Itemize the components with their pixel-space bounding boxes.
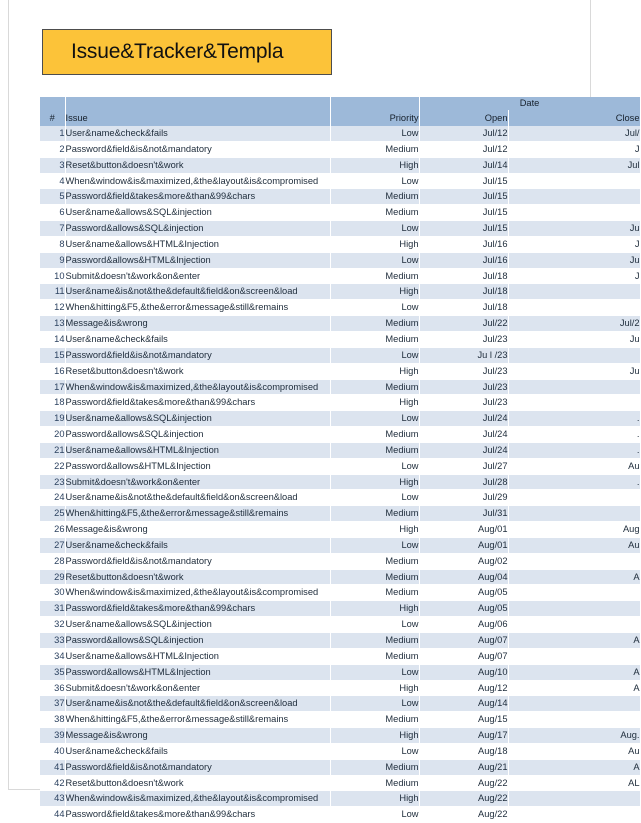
table-row[interactable] xyxy=(40,696,640,712)
table-row[interactable] xyxy=(40,458,640,474)
column-header-num[interactable]: # xyxy=(40,110,65,126)
cell-close-date xyxy=(508,379,640,395)
table-row[interactable] xyxy=(40,775,640,791)
table-row[interactable] xyxy=(40,648,640,664)
cell-close-date: A xyxy=(508,664,640,680)
cell-open-date: Aug/22 xyxy=(419,807,508,823)
cell-issue: Reset&button&doesn't&work xyxy=(65,569,330,585)
cell-issue: When&hitting&F5,&the&error&message&still&remains xyxy=(65,300,330,316)
cell-issue: Password&allows&SQL&injection xyxy=(65,633,330,649)
cell-issue: User&name&allows&HTML&Injection xyxy=(65,236,330,252)
cell-close-date: . xyxy=(508,427,640,443)
cell-priority: Medium xyxy=(330,759,419,775)
table-row[interactable] xyxy=(40,189,640,205)
cell-issue: Reset&button&doesn't&work xyxy=(65,363,330,379)
table-row[interactable] xyxy=(40,522,640,538)
cell-close-date xyxy=(508,791,640,807)
cell-close-date xyxy=(508,696,640,712)
cell-open-date: Aug/02 xyxy=(419,553,508,569)
cell-open-date: Jul/23 xyxy=(419,331,508,347)
cell-close-date: A xyxy=(508,680,640,696)
cell-row-number: 44 xyxy=(40,807,65,823)
cell-priority: Low xyxy=(330,252,419,268)
cell-close-date: J xyxy=(508,236,640,252)
cell-row-number: 6 xyxy=(40,205,65,221)
table-row[interactable] xyxy=(40,807,640,823)
cell-priority: Medium xyxy=(330,205,419,221)
cell-open-date: Jul/24 xyxy=(419,411,508,427)
cell-close-date: Ju xyxy=(508,363,640,379)
cell-close-date: Jul xyxy=(508,157,640,173)
cell-close-date xyxy=(508,205,640,221)
cell-close-date: Au xyxy=(508,458,640,474)
cell-issue: Submit&doesn't&work&on&enter xyxy=(65,268,330,284)
column-header-issue[interactable]: Issue xyxy=(65,110,330,126)
cell-priority: High xyxy=(330,680,419,696)
cell-priority: Medium xyxy=(330,585,419,601)
cell-issue: User&name&allows&SQL&injection xyxy=(65,205,330,221)
cell-issue: Password&allows&SQL&injection xyxy=(65,427,330,443)
table-row[interactable] xyxy=(40,363,640,379)
cell-issue: Message&is&wrong xyxy=(65,522,330,538)
cell-issue: Password&field&is&not&mandatory xyxy=(65,553,330,569)
cell-open-date: Aug/04 xyxy=(419,569,508,585)
cell-priority: Low xyxy=(330,696,419,712)
group-header-date: Date xyxy=(419,97,640,110)
cell-row-number: 7 xyxy=(40,221,65,237)
cell-open-date: Jul/27 xyxy=(419,458,508,474)
cell-row-number: 3 xyxy=(40,157,65,173)
cell-row-number: 18 xyxy=(40,395,65,411)
table-row[interactable] xyxy=(40,553,640,569)
cell-close-date: J xyxy=(508,268,640,284)
cell-row-number: 24 xyxy=(40,490,65,506)
cell-close-date: Au xyxy=(508,537,640,553)
cell-row-number: 16 xyxy=(40,363,65,379)
cell-row-number: 20 xyxy=(40,427,65,443)
column-header-close[interactable]: Close xyxy=(508,110,640,126)
table-row[interactable] xyxy=(40,316,640,332)
cell-close-date: . xyxy=(508,442,640,458)
cell-open-date: Aug/12 xyxy=(419,680,508,696)
cell-row-number: 21 xyxy=(40,442,65,458)
issue-table xyxy=(40,97,641,823)
cell-close-date: Aug xyxy=(508,522,640,538)
table-row[interactable] xyxy=(40,427,640,443)
table-row[interactable] xyxy=(40,506,640,522)
cell-row-number: 39 xyxy=(40,728,65,744)
table-row[interactable] xyxy=(40,759,640,775)
cell-open-date: Jul/14 xyxy=(419,157,508,173)
cell-open-date: Jul/15 xyxy=(419,173,508,189)
cell-row-number: 12 xyxy=(40,300,65,316)
cell-row-number: 17 xyxy=(40,379,65,395)
cell-issue: When&window&is&maximized,&the&layout&is&compromised xyxy=(65,791,330,807)
table-row[interactable] xyxy=(40,585,640,601)
cell-close-date: Aug. xyxy=(508,728,640,744)
cell-issue: User&name&is&not&the&default&field&on&screen&load xyxy=(65,490,330,506)
cell-row-number: 13 xyxy=(40,316,65,332)
cell-open-date: Jul/16 xyxy=(419,236,508,252)
cell-row-number: 28 xyxy=(40,553,65,569)
cell-issue: User&name&check&fails xyxy=(65,331,330,347)
cell-priority: High xyxy=(330,395,419,411)
cell-row-number: 15 xyxy=(40,347,65,363)
cell-open-date: Jul/18 xyxy=(419,284,508,300)
cell-open-date: Aug/18 xyxy=(419,743,508,759)
cell-priority: High xyxy=(330,522,419,538)
cell-close-date xyxy=(508,601,640,617)
table-row[interactable] xyxy=(40,284,640,300)
cell-priority: Medium xyxy=(330,442,419,458)
cell-close-date: . xyxy=(508,474,640,490)
table-row[interactable] xyxy=(40,395,640,411)
cell-row-number: 23 xyxy=(40,474,65,490)
cell-issue: User&name&check&fails xyxy=(65,743,330,759)
cell-priority: Low xyxy=(330,617,419,633)
cell-priority: High xyxy=(330,236,419,252)
cell-open-date: Jul/16 xyxy=(419,252,508,268)
cell-priority: Low xyxy=(330,664,419,680)
cell-open-date: Jul/29 xyxy=(419,490,508,506)
cell-priority: High xyxy=(330,284,419,300)
table-row[interactable] xyxy=(40,633,640,649)
cell-open-date: Aug/10 xyxy=(419,664,508,680)
cell-row-number: 8 xyxy=(40,236,65,252)
cell-close-date xyxy=(508,807,640,823)
cell-issue: Password&allows&HTML&Injection xyxy=(65,252,330,268)
cell-open-date: Aug/07 xyxy=(419,648,508,664)
cell-close-date xyxy=(508,553,640,569)
cell-open-date: Jul/12 xyxy=(419,126,508,141)
cell-open-date: Aug/21 xyxy=(419,759,508,775)
cell-priority: Medium xyxy=(330,506,419,522)
cell-priority: Low xyxy=(330,537,419,553)
cell-row-number: 10 xyxy=(40,268,65,284)
table-group-header-row xyxy=(40,97,640,110)
cell-open-date: Jul/15 xyxy=(419,189,508,205)
table-row[interactable] xyxy=(40,712,640,728)
table-row[interactable] xyxy=(40,411,640,427)
cell-close-date: A xyxy=(508,633,640,649)
cell-priority: Medium xyxy=(330,775,419,791)
cell-close-date xyxy=(508,712,640,728)
cell-close-date: Ju xyxy=(508,252,640,268)
table-row[interactable] xyxy=(40,601,640,617)
cell-row-number: 42 xyxy=(40,775,65,791)
cell-issue: When&window&is&maximized,&the&layout&is&compromised xyxy=(65,173,330,189)
cell-open-date: Aug/22 xyxy=(419,775,508,791)
table-row[interactable] xyxy=(40,205,640,221)
table-row[interactable] xyxy=(40,537,640,553)
cell-row-number: 41 xyxy=(40,759,65,775)
cell-open-date: Jul/18 xyxy=(419,300,508,316)
cell-row-number: 22 xyxy=(40,458,65,474)
cell-row-number: 29 xyxy=(40,569,65,585)
cell-open-date: Aug/17 xyxy=(419,728,508,744)
cell-open-date: Jul/23 xyxy=(419,395,508,411)
cell-issue: User&name&allows&HTML&Injection xyxy=(65,648,330,664)
cell-close-date: Ju xyxy=(508,221,640,237)
cell-close-date: Jul/ xyxy=(508,126,640,141)
cell-priority: Medium xyxy=(330,268,419,284)
cell-close-date xyxy=(508,506,640,522)
cell-open-date: Aug/05 xyxy=(419,585,508,601)
cell-close-date xyxy=(508,347,640,363)
table-body xyxy=(40,126,640,823)
cell-priority: Low xyxy=(330,490,419,506)
cell-row-number: 38 xyxy=(40,712,65,728)
cell-priority: Medium xyxy=(330,648,419,664)
cell-priority: Medium xyxy=(330,569,419,585)
cell-open-date: Aug/01 xyxy=(419,537,508,553)
table-row[interactable] xyxy=(40,268,640,284)
cell-issue: Message&is&wrong xyxy=(65,728,330,744)
cell-priority: Medium xyxy=(330,331,419,347)
cell-priority: Medium xyxy=(330,633,419,649)
cell-priority: Low xyxy=(330,458,419,474)
cell-priority: Low xyxy=(330,173,419,189)
cell-priority: Low xyxy=(330,743,419,759)
cell-issue: User&name&check&fails xyxy=(65,537,330,553)
cell-row-number: 2 xyxy=(40,141,65,157)
cell-issue: Password&allows&SQL&injection xyxy=(65,221,330,237)
cell-open-date: Ju l /23 xyxy=(419,347,508,363)
cell-issue: User&name&check&fails xyxy=(65,126,330,141)
cell-priority: Medium xyxy=(330,379,419,395)
document-title-banner xyxy=(42,29,332,75)
cell-open-date: Jul/28 xyxy=(419,474,508,490)
cell-close-date: A xyxy=(508,569,640,585)
cell-close-date xyxy=(508,490,640,506)
column-header-priority[interactable]: Priority xyxy=(330,110,419,126)
cell-open-date: Jul/24 xyxy=(419,427,508,443)
cell-issue: Reset&button&doesn't&work xyxy=(65,157,330,173)
cell-close-date xyxy=(508,189,640,205)
cell-row-number: 31 xyxy=(40,601,65,617)
cell-close-date: Jul/2 xyxy=(508,316,640,332)
cell-close-date xyxy=(508,300,640,316)
cell-issue: Password&allows&HTML&Injection xyxy=(65,664,330,680)
table-row[interactable] xyxy=(40,474,640,490)
table-row[interactable] xyxy=(40,221,640,237)
table-row[interactable] xyxy=(40,331,640,347)
table-row[interactable] xyxy=(40,252,640,268)
cell-open-date: Jul/23 xyxy=(419,363,508,379)
cell-priority: Low xyxy=(330,347,419,363)
cell-open-date: Jul/23 xyxy=(419,379,508,395)
cell-issue: User&name&allows&SQL&injection xyxy=(65,617,330,633)
cell-row-number: 9 xyxy=(40,252,65,268)
table-row[interactable] xyxy=(40,791,640,807)
table-header xyxy=(40,97,640,126)
cell-priority: Medium xyxy=(330,189,419,205)
cell-open-date: Aug/06 xyxy=(419,617,508,633)
table-row[interactable] xyxy=(40,126,640,141)
cell-priority: Low xyxy=(330,300,419,316)
cell-issue: Password&allows&HTML&Injection xyxy=(65,458,330,474)
cell-row-number: 11 xyxy=(40,284,65,300)
cell-issue: Password&field&takes&more&than&99&chars xyxy=(65,189,330,205)
table-row[interactable] xyxy=(40,680,640,696)
cell-row-number: 26 xyxy=(40,522,65,538)
cell-row-number: 34 xyxy=(40,648,65,664)
cell-priority: Medium xyxy=(330,427,419,443)
table-row[interactable] xyxy=(40,617,640,633)
table-row[interactable] xyxy=(40,664,640,680)
table-row[interactable] xyxy=(40,569,640,585)
cell-issue: Reset&button&doesn't&work xyxy=(65,775,330,791)
table-row[interactable] xyxy=(40,300,640,316)
cell-close-date xyxy=(508,585,640,601)
cell-row-number: 36 xyxy=(40,680,65,696)
cell-priority: High xyxy=(330,157,419,173)
cell-row-number: 32 xyxy=(40,617,65,633)
cell-open-date: Jul/18 xyxy=(419,268,508,284)
cell-issue: Submit&doesn't&work&on&enter xyxy=(65,680,330,696)
cell-issue: Password&field&takes&more&than&99&chars xyxy=(65,601,330,617)
cell-issue: User&name&allows&SQL&injection xyxy=(65,411,330,427)
table-row[interactable] xyxy=(40,442,640,458)
cell-open-date: Aug/22 xyxy=(419,791,508,807)
cell-row-number: 30 xyxy=(40,585,65,601)
cell-priority: High xyxy=(330,791,419,807)
cell-row-number: 33 xyxy=(40,633,65,649)
cell-issue: When&window&is&maximized,&the&layout&is&compromised xyxy=(65,379,330,395)
cell-issue: Submit&doesn't&work&on&enter xyxy=(65,474,330,490)
cell-issue: When&window&is&maximized,&the&layout&is&compromised xyxy=(65,585,330,601)
cell-issue: Password&field&takes&more&than&99&chars xyxy=(65,395,330,411)
cell-open-date: Aug/14 xyxy=(419,696,508,712)
cell-issue: When&hitting&F5,&the&error&message&still&remains xyxy=(65,506,330,522)
cell-row-number: 35 xyxy=(40,664,65,680)
cell-open-date: Jul/22 xyxy=(419,316,508,332)
cell-priority: Medium xyxy=(330,712,419,728)
cell-issue: Password&field&takes&more&than&99&chars xyxy=(65,807,330,823)
cell-priority: High xyxy=(330,474,419,490)
cell-row-number: 25 xyxy=(40,506,65,522)
cell-issue: User&name&is&not&the&default&field&on&screen&load xyxy=(65,696,330,712)
cell-issue: When&hitting&F5,&the&error&message&still&remains xyxy=(65,712,330,728)
cell-issue: User&name&allows&HTML&Injection xyxy=(65,442,330,458)
cell-open-date: Jul/24 xyxy=(419,442,508,458)
cell-issue: Message&is&wrong xyxy=(65,316,330,332)
cell-issue: User&name&is&not&the&default&field&on&screen&load xyxy=(65,284,330,300)
column-header-open[interactable]: Open xyxy=(419,110,508,126)
cell-close-date xyxy=(508,617,640,633)
cell-close-date xyxy=(508,284,640,300)
cell-close-date: J xyxy=(508,141,640,157)
cell-priority: Low xyxy=(330,221,419,237)
table-row[interactable] xyxy=(40,379,640,395)
group-header-spacer-num xyxy=(40,97,65,110)
cell-close-date: Ju xyxy=(508,331,640,347)
table-row[interactable] xyxy=(40,236,640,252)
cell-priority: Low xyxy=(330,126,419,141)
cell-priority: Medium xyxy=(330,553,419,569)
cell-open-date: Aug/01 xyxy=(419,522,508,538)
cell-close-date: A xyxy=(508,759,640,775)
cell-close-date xyxy=(508,173,640,189)
cell-close-date: . xyxy=(508,411,640,427)
cell-priority: Low xyxy=(330,807,419,823)
cell-priority: High xyxy=(330,728,419,744)
cell-close-date: Au xyxy=(508,743,640,759)
cell-close-date xyxy=(508,395,640,411)
cell-open-date: Jul/31 xyxy=(419,506,508,522)
cell-open-date: Jul/15 xyxy=(419,221,508,237)
cell-open-date: Aug/05 xyxy=(419,601,508,617)
cell-open-date: Jul/15 xyxy=(419,205,508,221)
cell-row-number: 5 xyxy=(40,189,65,205)
cell-issue: Password&field&is&not&mandatory xyxy=(65,759,330,775)
cell-priority: Medium xyxy=(330,316,419,332)
cell-open-date: Jul/12 xyxy=(419,141,508,157)
table-row[interactable] xyxy=(40,743,640,759)
cell-priority: Low xyxy=(330,411,419,427)
cell-open-date: Aug/07 xyxy=(419,633,508,649)
cell-close-date xyxy=(508,648,640,664)
cell-issue: Password&field&is&not&mandatory xyxy=(65,347,330,363)
cell-priority: High xyxy=(330,601,419,617)
page-title: Issue&Tracker&Templa xyxy=(71,40,284,63)
group-header-spacer-priority xyxy=(330,97,419,110)
table-column-header-row xyxy=(40,110,640,126)
cell-row-number: 4 xyxy=(40,173,65,189)
cell-open-date: Aug/15 xyxy=(419,712,508,728)
group-header-spacer-issue xyxy=(65,97,330,110)
cell-issue: Password&field&is&not&mandatory xyxy=(65,141,330,157)
cell-row-number: 19 xyxy=(40,411,65,427)
table-row[interactable] xyxy=(40,173,640,189)
cell-priority: High xyxy=(330,363,419,379)
cell-row-number: 40 xyxy=(40,743,65,759)
cell-row-number: 43 xyxy=(40,791,65,807)
cell-row-number: 14 xyxy=(40,331,65,347)
issue-table-viewport[interactable] xyxy=(40,97,640,823)
cell-priority: Medium xyxy=(330,141,419,157)
table-row[interactable] xyxy=(40,157,640,173)
table-row[interactable] xyxy=(40,490,640,506)
cell-row-number: 37 xyxy=(40,696,65,712)
table-row[interactable] xyxy=(40,728,640,744)
cell-close-date: AL xyxy=(508,775,640,791)
cell-row-number: 27 xyxy=(40,537,65,553)
cell-row-number: 1 xyxy=(40,126,65,141)
table-row[interactable] xyxy=(40,141,640,157)
table-row[interactable] xyxy=(40,347,640,363)
